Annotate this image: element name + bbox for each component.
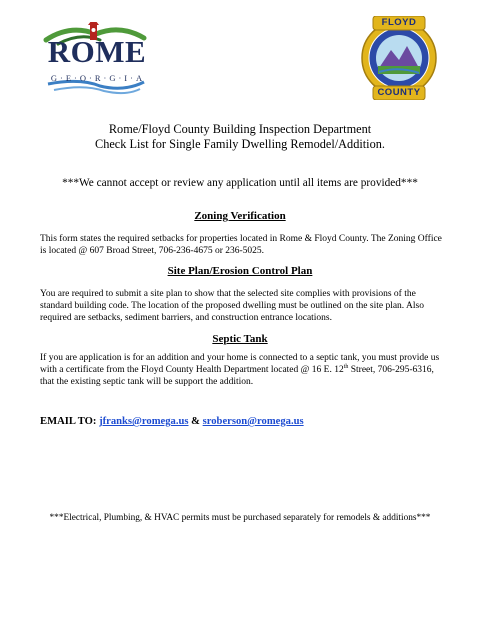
zoning-title: Zoning Verification: [194, 210, 286, 222]
permits-footnote: ***Electrical, Plumbing, & HVAC permits must be purchased separately for remodels & additions***: [49, 513, 431, 523]
seal-bottom-text: COUNTY: [377, 87, 421, 98]
septic-body-end: Street, 706-295-6316, that the existing septic tank will be support the addition.: [40, 365, 434, 387]
floyd-county-seal: [359, 16, 439, 100]
email-link-sroberson[interactable]: sroberson@romega.us: [202, 416, 304, 427]
email-separator: &: [191, 416, 200, 427]
septic-body-start: If you are application is for an addition and your home is connected to a septic tank, you must provide us with a certificate from the Floyd County Health Department located @ 16 E. 12: [40, 353, 440, 375]
header-line-2: Check List for Single Family Dwelling Remodel/Addition.: [95, 137, 385, 151]
header-line-1: Rome/Floyd County Building Inspection Department: [108, 122, 372, 136]
site-plan-body: You are required to submit a site plan to show that the selected site complies with provisions of the standard building code. The location of the proposed dwelling must be outlined on the site plan. Also required are setbacks, sediment barriers, and construction entrance locations.: [40, 289, 424, 323]
email-line: [40, 416, 304, 427]
zoning-body: This form states the required setbacks for properties located in Rome & Floyd County. The Zoning Office is located @ 607 Broad Street, 706-236-4675 or 236-5025.: [40, 234, 442, 256]
septic-body: [40, 352, 442, 388]
rome-logo-state: G·E·O·R·G·I·A: [50, 73, 146, 83]
septic-body-sup: th: [343, 363, 349, 370]
submission-notice: ***We cannot accept or review any application until all items are provided***: [62, 177, 418, 189]
email-link-jfranks[interactable]: jfranks@romega.us: [99, 416, 189, 427]
rome-logo-wordmark: ROME: [47, 34, 147, 69]
septic-title: Septic Tank: [212, 333, 268, 345]
seal-top-text: FLOYD: [381, 17, 417, 28]
email-label: EMAIL TO:: [40, 416, 97, 427]
site-plan-title: Site Plan/Erosion Control Plan: [167, 265, 313, 277]
